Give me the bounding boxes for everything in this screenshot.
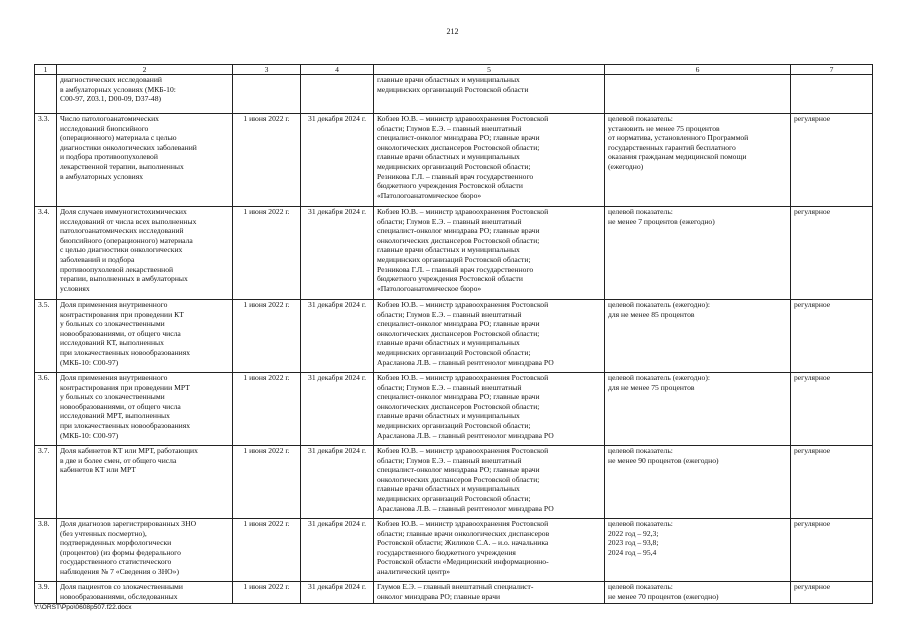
measure-type <box>791 75 873 114</box>
header-col-1: 1 <box>35 65 57 75</box>
end-date: 31 декабря 2024 г. <box>301 582 374 604</box>
measure-name: диагностических исследований в амбулаторных условиях (МКБ-10: C00-97, Z03.1, D00-09, D37-48) <box>57 75 233 114</box>
start-date: 1 июня 2022 г. <box>233 207 301 300</box>
measure-type: регулярное <box>791 207 873 300</box>
table-row <box>35 373 873 446</box>
end-date: 31 декабря 2024 г. <box>301 300 374 373</box>
table-row <box>35 519 873 582</box>
measure-name: Доля кабинетов КТ или МРТ, работающих в две и более смен, от общего числа кабинетов КТ или МРТ <box>57 446 233 519</box>
measure-name: Доля случаев иммуногистохимических исследований от числа всех выполненных патологоанатомических исследований биопсийного (операционного) материала с целью диагностики онкологических заболеваний и подбора противоопухолевой лекарственной терапии, выполненных в амбулаторных условиях <box>57 207 233 300</box>
table-row <box>35 207 873 300</box>
row-number <box>35 75 57 114</box>
indicator: целевой показатель: не менее 90 процентов (ежегодно) <box>605 446 791 519</box>
indicator <box>605 75 791 114</box>
measure-type: регулярное <box>791 519 873 582</box>
measure-name: Доля применения внутривенного контрастирования при проведении МРТ у больных со злокачественными новообразованиями, от общего числа исследований МРТ, выполненных при злокачественных новообразованиях (МКБ-10: C00-97) <box>57 373 233 446</box>
responsible: Кобзев Ю.В. – министр здравоохранения Ростовской области; Глумов Е.Э. – главный внештатный специалист-онколог минздрава РО; главные врачи онкологических диспансеров Ростовской области; главные врачи областных и муниципальных медицинских организаций Ростовской области; Резникова Г.Л. – главный врач государственного бюджетного учреждения Ростовской области «Патологоанатомическое бюро» <box>374 114 605 207</box>
responsible: главные врачи областных и муниципальных медицинских организаций Ростовской области <box>374 75 605 114</box>
row-number: 3.9. <box>35 582 57 604</box>
measure-type: регулярное <box>791 300 873 373</box>
end-date: 31 декабря 2024 г. <box>301 114 374 207</box>
table-row <box>35 582 873 604</box>
measure-name: Доля диагнозов зарегистрированных ЗНО (без учтенных посмертно), подтвержденных морфологически (процентов) (из формы федерального государственного статистического наблюдения № 7 «Сведения о ЗНО») <box>57 519 233 582</box>
end-date: 31 декабря 2024 г. <box>301 446 374 519</box>
responsible: Кобзев Ю.В. – министр здравоохранения Ростовской области; Глумов Е.Э. – главный внештатный специалист-онколог минздрава РО; главные врачи онкологических диспансеров Ростовской области; главные врачи областных и муниципальных медицинских организаций Ростовской области; Арасланова Л.В. – главный рентгенолог минздрава РО <box>374 446 605 519</box>
indicator: целевой показатель (ежегодно): для не менее 85 процентов <box>605 300 791 373</box>
header-col-3: 3 <box>233 65 301 75</box>
start-date <box>233 75 301 114</box>
responsible: Глумов Е.Э. – главный внештатный специалист- онколог минздрава РО; главные врачи <box>374 582 605 604</box>
row-number: 3.5. <box>35 300 57 373</box>
responsible: Кобзев Ю.В. – министр здравоохранения Ростовской области; главные врачи онкологических диспансеров Ростовской области; Жиликов С.А. – и.о. начальника государственного бюджетного учреждения Ростовской области «Медицинский информационно- аналитический центр» <box>374 519 605 582</box>
row-number: 3.7. <box>35 446 57 519</box>
header-col-5: 5 <box>374 65 605 75</box>
indicator: целевой показатель: не менее 70 процентов (ежегодно) <box>605 582 791 604</box>
table-row <box>35 446 873 519</box>
measure-name: Доля пациентов со злокачественными новообразованиями, обследованных <box>57 582 233 604</box>
end-date: 31 декабря 2024 г. <box>301 207 374 300</box>
measure-type: регулярное <box>791 582 873 604</box>
indicator: целевой показатель (ежегодно): для не менее 75 процентов <box>605 373 791 446</box>
measure-type: регулярное <box>791 114 873 207</box>
end-date <box>301 75 374 114</box>
start-date: 1 июня 2022 г. <box>233 446 301 519</box>
start-date: 1 июня 2022 г. <box>233 519 301 582</box>
start-date: 1 июня 2022 г. <box>233 373 301 446</box>
page-number: 212 <box>446 27 459 36</box>
responsible: Кобзев Ю.В. – министр здравоохранения Ростовской области; Глумов Е.Э. – главный внештатный специалист-онколог минздрава РО; главные врачи онкологических диспансеров Ростовской области; главные врачи областных и муниципальных медицинских организаций Ростовской области; Арасланова Л.В. – главный рентгенолог минздрава РО <box>374 300 605 373</box>
row-number: 3.6. <box>35 373 57 446</box>
responsible: Кобзев Ю.В. – министр здравоохранения Ростовской области; Глумов Е.Э. – главный внештатный специалист-онколог минздрава РО; главные врачи онкологических диспансеров Ростовской области; главные врачи областных и муниципальных медицинских организаций Ростовской области; Арасланова Л.В. – главный рентгенолог минздрава РО <box>374 373 605 446</box>
table-row <box>35 75 873 114</box>
start-date: 1 июня 2022 г. <box>233 582 301 604</box>
indicator: целевой показатель: не менее 7 процентов (ежегодно) <box>605 207 791 300</box>
table-row <box>35 114 873 207</box>
indicator: целевой показатель: 2022 год – 92,3; 2023 год – 93,8; 2024 год – 95,4 <box>605 519 791 582</box>
measure-type: регулярное <box>791 446 873 519</box>
measures-table <box>34 64 873 604</box>
end-date: 31 декабря 2024 г. <box>301 373 374 446</box>
measure-name: Число патологоанатомических исследований биопсийного (операционного) материала с целью диагностики онкологических заболеваний и подбора противоопухолевой лекарственной терапии, выполненных в амбулаторных условиях <box>57 114 233 207</box>
responsible: Кобзев Ю.В. – министр здравоохранения Ростовской области; Глумов Е.Э. – главный внештатный специалист-онколог минздрава РО; главные врачи онкологических диспансеров Ростовской области; главные врачи областных и муниципальных медицинских организаций Ростовской области; Резникова Г.Л. – главный врач государственного бюджетного учреждения Ростовской области «Патологоанатомическое бюро» <box>374 207 605 300</box>
indicator: целевой показатель: установить не менее 75 процентов от норматива, установленного Программой государственных гарантий бесплатного оказания гражданам медицинской помощи (ежегодно) <box>605 114 791 207</box>
header-col-7: 7 <box>791 65 873 75</box>
header-col-6: 6 <box>605 65 791 75</box>
measure-name: Доля применения внутривенного контрастирования при проведении КТ у больных со злокачественными новообразованиями, от общего числа исследований КТ, выполненных при злокачественных новообразованиях (МКБ-10: C00-97) <box>57 300 233 373</box>
header-row <box>35 65 873 75</box>
start-date: 1 июня 2022 г. <box>233 300 301 373</box>
table-row <box>35 300 873 373</box>
row-number: 3.8. <box>35 519 57 582</box>
header-col-2: 2 <box>57 65 233 75</box>
start-date: 1 июня 2022 г. <box>233 114 301 207</box>
header-col-4: 4 <box>301 65 374 75</box>
file-path-footer: Y:\ORST\Ppo\0608p507.f22.docx <box>34 604 132 611</box>
row-number: 3.4. <box>35 207 57 300</box>
measure-type: регулярное <box>791 373 873 446</box>
end-date: 31 декабря 2024 г. <box>301 519 374 582</box>
row-number: 3.3. <box>35 114 57 207</box>
